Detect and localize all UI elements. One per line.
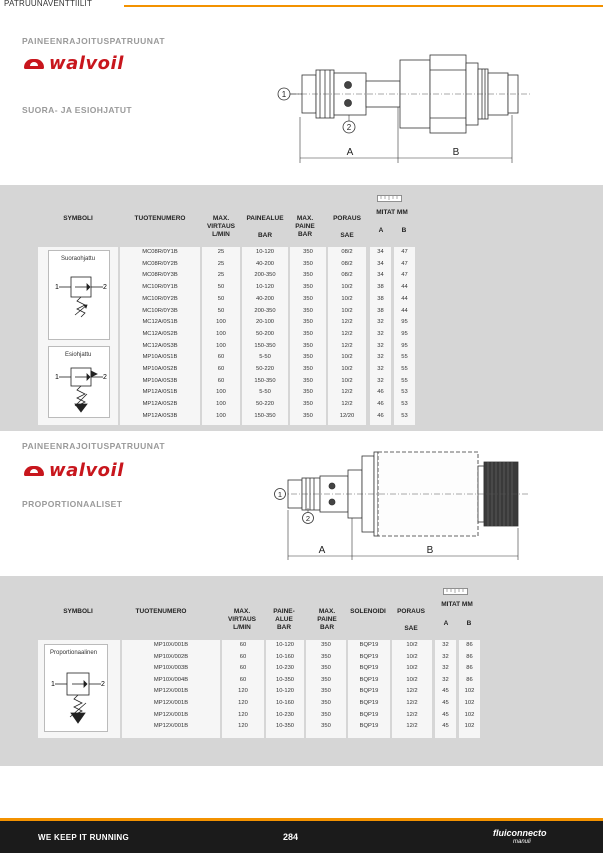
table-cell: MC12A/0S3B <box>142 342 178 349</box>
table-cell: 25 <box>217 249 225 255</box>
table-cell: MP12X/001B <box>153 700 189 706</box>
table-cell: 47 <box>401 260 408 267</box>
table-cell: 100 <box>216 401 226 408</box>
table-cell: MP12X/001B <box>153 723 189 730</box>
table-cell: 350 <box>321 676 331 683</box>
table-cell: 12/2 <box>341 401 353 408</box>
table-cell: MP10A/0S2B <box>142 366 178 372</box>
table-cell: 34 <box>377 272 384 279</box>
table-cell: 50 <box>217 307 225 314</box>
table-cell: 44 <box>401 284 408 291</box>
table-cell: MP10A/0S1B <box>142 354 178 361</box>
table-cell: 350 <box>321 700 331 706</box>
table-cell: 32 <box>377 354 384 361</box>
table-cell: 120 <box>238 700 248 706</box>
table-cell: BQP19 <box>359 688 379 695</box>
dim-a-label: A <box>318 545 326 556</box>
t1-hdr-mitat: MITAT MM <box>376 209 408 216</box>
category-label: PATRUUNAVENTTIILIT <box>4 0 93 8</box>
symbol-label: Proportionaalinen <box>50 650 98 656</box>
dim-b-label: B <box>452 147 460 158</box>
table-cell: 32 <box>377 342 384 349</box>
dim-a-label: A <box>346 147 354 158</box>
table-cell: 53 <box>401 412 408 419</box>
table-cell: 350 <box>321 665 331 672</box>
svg-text:2: 2 <box>103 284 107 291</box>
table-cell: 12/2 <box>406 688 418 695</box>
table-cell: MC12A/0S2B <box>142 330 178 337</box>
walvoil-logo-mark-icon <box>24 466 44 476</box>
table-cell: MC10R/0Y2B <box>142 295 178 302</box>
table-cell: 25 <box>217 272 225 279</box>
section1-subtitle: SUORA- JA ESIOHJATUT <box>22 105 133 115</box>
table-cell: MP12A/0S2B <box>142 401 178 408</box>
table-cell: 100 <box>216 330 226 337</box>
section2-subtitle: PROPORTIONAALISET <box>22 499 123 509</box>
table-cell: 60 <box>217 354 225 361</box>
table-cell: 350 <box>303 272 313 279</box>
table-cell: MP10X/003B <box>153 665 189 672</box>
t1-hdr-painealue: PAINEALUE BAR <box>246 215 284 239</box>
table-cell: BQP19 <box>359 642 379 648</box>
footer <box>0 818 603 853</box>
table-cell: 32 <box>442 665 449 672</box>
table-cell: 60 <box>239 665 247 672</box>
table-cell: 53 <box>401 389 408 396</box>
table-cell: 102 <box>464 711 475 718</box>
table-cell: 350 <box>303 354 313 361</box>
table-cell: 47 <box>401 249 408 255</box>
table-cell: MP12A/0S1B <box>142 389 178 396</box>
table-cell: 60 <box>217 377 225 384</box>
table-cell: 350 <box>303 401 313 408</box>
t1-hdr-poraus: PORAUS SAE <box>333 215 361 239</box>
top-bar <box>0 0 603 10</box>
table-cell: 50 <box>217 284 225 291</box>
table-cell: 10/2 <box>341 377 353 384</box>
table-cell: 20-100 <box>255 319 275 326</box>
symbol-proportionaalinen <box>44 644 108 732</box>
proportional-valve-symbol-icon <box>49 667 107 729</box>
t1-hdr-b: B <box>401 227 407 234</box>
table-cell: 95 <box>401 342 408 349</box>
table-cell: 12/2 <box>341 319 353 326</box>
t2-hdr-tuotenumero: TUOTENUMERO <box>135 608 187 615</box>
table-cell: 150-350 <box>254 377 276 384</box>
table-cell: 95 <box>401 330 408 337</box>
svg-text:2: 2 <box>305 514 311 523</box>
table-cell: 10/2 <box>406 642 418 648</box>
t2-hdr-solenoidi: SOLENOIDI <box>350 608 386 615</box>
symbol-suoraohjattu <box>48 250 110 340</box>
table-cell: 350 <box>303 295 313 302</box>
table-cell: 08/2 <box>341 249 353 255</box>
table-cell: 10-120 <box>275 688 295 695</box>
table-cell: BQP19 <box>359 711 379 718</box>
svg-text:2: 2 <box>103 374 107 381</box>
callout-1 <box>275 489 286 500</box>
table-cell: 32 <box>442 653 449 660</box>
table-cell: 200-350 <box>254 307 276 314</box>
footer-brand-sub: manuli <box>513 839 531 845</box>
table-cell: 60 <box>239 676 247 683</box>
table-cell: 45 <box>442 700 449 706</box>
t1-hdr-a: A <box>378 227 384 234</box>
table-cell: 12/2 <box>341 389 353 396</box>
svg-text:1: 1 <box>51 681 55 688</box>
ruler-icon <box>377 195 403 203</box>
walvoil-logo-word: walvoil <box>49 53 124 74</box>
table-cell: 50 <box>217 295 225 302</box>
table-cell: 350 <box>321 688 331 695</box>
table-cell: 350 <box>303 249 313 255</box>
table-cell: BQP19 <box>359 723 379 730</box>
table-cell: 102 <box>464 700 475 706</box>
table-cell: MC10R/0Y3B <box>142 307 178 314</box>
table-cell: 10-160 <box>275 653 295 660</box>
t1-hdr-maxpaine: MAX. PAINE BAR <box>295 215 315 238</box>
top-accent-line <box>124 5 603 7</box>
table-cell: 350 <box>303 284 313 291</box>
table-cell: 32 <box>377 330 384 337</box>
table-cell: 55 <box>401 354 408 361</box>
table-cell: 32 <box>377 366 384 372</box>
table-cell: 120 <box>238 711 248 718</box>
walvoil-logo-mark-icon <box>24 59 44 69</box>
table-cell: 5-50 <box>259 389 271 396</box>
table-cell: 32 <box>442 642 449 648</box>
table-cell: 50-200 <box>255 330 275 337</box>
table-cell: MP10X/002B <box>153 653 189 660</box>
table-cell: 44 <box>401 295 408 302</box>
table-cell: 10/2 <box>341 295 353 302</box>
table-cell: 350 <box>303 307 313 314</box>
cartridge-drawing-1 <box>270 45 580 170</box>
table-cell: BQP19 <box>359 665 379 672</box>
table-cell: 47 <box>401 272 408 279</box>
table-cell: 10-120 <box>255 249 275 255</box>
callout-1 <box>278 88 302 100</box>
table-cell: 120 <box>238 688 248 695</box>
table-cell: 55 <box>401 366 408 372</box>
table-cell: 10-120 <box>255 284 275 291</box>
svg-text:1: 1 <box>281 90 287 99</box>
table-cell: MP10X/001B <box>153 642 189 648</box>
table-cell: MC08R/0Y1B <box>142 249 178 255</box>
table-cell: 10-160 <box>275 700 295 706</box>
table-cell: 12/2 <box>341 342 353 349</box>
svg-text:2: 2 <box>101 681 105 688</box>
dim-b-label: B <box>426 545 434 556</box>
table-cell: 100 <box>216 342 226 349</box>
footer-accent-bar <box>0 818 603 821</box>
table-cell: 350 <box>303 260 313 267</box>
table-cell: 10-350 <box>275 723 295 730</box>
table-cell: 350 <box>303 377 313 384</box>
footer-brand-logo: fluiconnecto <box>493 828 547 838</box>
table-cell: 32 <box>377 377 384 384</box>
t2-hdr-mitat: MITAT MM <box>441 601 473 608</box>
ruler-icon <box>443 588 469 596</box>
table-cell: 12/2 <box>406 711 418 718</box>
table-cell: 60 <box>239 642 247 648</box>
t1-hdr-virtaus: MAX. VIRTAUS L/MIN <box>206 215 236 238</box>
table-cell: 86 <box>466 653 473 660</box>
table-cell: 100 <box>216 412 226 419</box>
table-cell: 86 <box>466 676 473 683</box>
svg-text:1: 1 <box>277 490 283 499</box>
t2-hdr-virtaus: MAX. VIRTAUS L/MIN <box>227 608 257 631</box>
table-cell: 10/2 <box>341 366 353 372</box>
table-cell: 350 <box>303 389 313 396</box>
table-cell: MC08R/0Y3B <box>142 272 178 279</box>
cartridge-drawing-2 <box>270 448 570 560</box>
table-cell: 32 <box>442 676 449 683</box>
walvoil-logo <box>24 53 124 74</box>
table-cell: 34 <box>377 260 384 267</box>
svg-text:1: 1 <box>55 284 59 291</box>
table-cell: 32 <box>377 319 384 326</box>
symbol-label: Suoraohjattu <box>61 256 96 262</box>
table-cell: 120 <box>238 723 248 730</box>
table-cell: 10/2 <box>341 354 353 361</box>
t2-hdr-a: A <box>443 620 449 627</box>
symbol-label: Esiohjattu <box>65 352 92 358</box>
table-cell: 5-50 <box>259 354 271 361</box>
pilot-relief-valve-symbol-icon <box>53 362 109 418</box>
table-cell: 45 <box>442 711 449 718</box>
t2-hdr-maxpaine: MAX. PAINE BAR <box>317 608 337 631</box>
table-cell: 45 <box>442 688 449 695</box>
table-cell: MC08R/0Y2B <box>142 260 178 267</box>
table-cell: 100 <box>216 389 226 396</box>
table-cell: 350 <box>303 342 313 349</box>
table-cell: 50-220 <box>255 366 275 372</box>
table-cell: 350 <box>303 366 313 372</box>
table-cell: 12/2 <box>406 700 418 706</box>
table-cell: 55 <box>401 377 408 384</box>
section2-title: PAINEENRAJOITUSPATRUUNAT <box>22 441 166 451</box>
table-cell: 12/2 <box>341 330 353 337</box>
table-cell: MC12A/0S1B <box>142 319 178 326</box>
table-cell: BQP19 <box>359 676 379 683</box>
table-cell: 10/2 <box>341 284 353 291</box>
relief-valve-symbol-icon <box>53 271 109 331</box>
callout-2 <box>343 115 355 133</box>
table-cell: MP12X/001B <box>153 711 189 718</box>
table-cell: 44 <box>401 307 408 314</box>
table-cell: 150-350 <box>254 412 276 419</box>
table-cell: BQP19 <box>359 700 379 706</box>
t2-hdr-painealue: PAINE- ALUE BAR <box>273 608 295 631</box>
table-cell: 46 <box>377 412 384 419</box>
table-cell: 60 <box>217 366 225 372</box>
t2-hdr-b: B <box>466 620 472 627</box>
table-cell: 10/2 <box>406 676 418 683</box>
table-cell: 100 <box>216 319 226 326</box>
table-cell: 12/20 <box>339 412 355 419</box>
t1-hdr-symboli: SYMBOLI <box>63 215 93 222</box>
table-cell: 08/2 <box>341 272 353 279</box>
table-cell: 10-350 <box>275 676 295 683</box>
footer-slogan: WE KEEP IT RUNNING <box>38 833 130 842</box>
table-cell: 08/2 <box>341 260 353 267</box>
table-cell: 102 <box>464 688 475 695</box>
section1-title: PAINEENRAJOITUSPATRUUNAT <box>22 36 166 46</box>
table-cell: 38 <box>377 284 384 291</box>
symbol-esiohjattu <box>48 346 110 418</box>
table-cell: 200-350 <box>254 272 276 279</box>
table-cell: 350 <box>321 711 331 718</box>
table-cell: 10-120 <box>275 642 295 648</box>
svg-text:2: 2 <box>346 123 352 132</box>
table-cell: 12/2 <box>406 723 418 730</box>
table-cell: 350 <box>321 653 331 660</box>
table-cell: 10/2 <box>406 653 418 660</box>
table-cell: 10/2 <box>406 665 418 672</box>
table-cell: 95 <box>401 319 408 326</box>
t2-hdr-poraus: PORAUS SAE <box>397 608 425 632</box>
table-cell: MP12X/001B <box>153 688 189 695</box>
table-cell: 40-200 <box>255 260 275 267</box>
walvoil-logo-word: walvoil <box>49 460 124 481</box>
table-cell: MP10X/004B <box>153 676 189 683</box>
table-cell: 350 <box>321 642 331 648</box>
table-cell: 46 <box>377 389 384 396</box>
table-cell: 34 <box>377 249 384 255</box>
page-number: 284 <box>283 832 299 842</box>
t1-hdr-tuotenumero: TUOTENUMERO <box>134 215 186 222</box>
table-cell: 86 <box>466 665 473 672</box>
t2-hdr-symboli: SYMBOLI <box>63 608 93 615</box>
table-cell: 86 <box>466 642 473 648</box>
table-cell: 38 <box>377 295 384 302</box>
table-cell: 150-350 <box>254 342 276 349</box>
svg-text:1: 1 <box>55 374 59 381</box>
table-cell: 53 <box>401 401 408 408</box>
table-cell: 350 <box>303 330 313 337</box>
table-cell: MP10A/0S3B <box>142 377 178 384</box>
table-cell: 350 <box>321 723 331 730</box>
table-cell: 46 <box>377 401 384 408</box>
walvoil-logo-2 <box>24 460 124 481</box>
table-cell: 10-230 <box>275 665 295 672</box>
table-cell: 60 <box>239 653 247 660</box>
table-cell: 350 <box>303 412 313 419</box>
table-cell: 50-220 <box>255 401 275 408</box>
table-cell: 45 <box>442 723 449 730</box>
table-cell: 40-200 <box>255 295 275 302</box>
table-cell: 350 <box>303 319 313 326</box>
table-cell: 25 <box>217 260 225 267</box>
table-cell: 38 <box>377 307 384 314</box>
table-cell: MP12A/0S3B <box>142 412 178 419</box>
table-cell: 102 <box>464 723 475 730</box>
table-cell: MC10R/0Y1B <box>142 284 178 291</box>
table-cell: 10-230 <box>275 711 295 718</box>
table-cell: 10/2 <box>341 307 353 314</box>
table-cell: BQP19 <box>359 653 379 660</box>
